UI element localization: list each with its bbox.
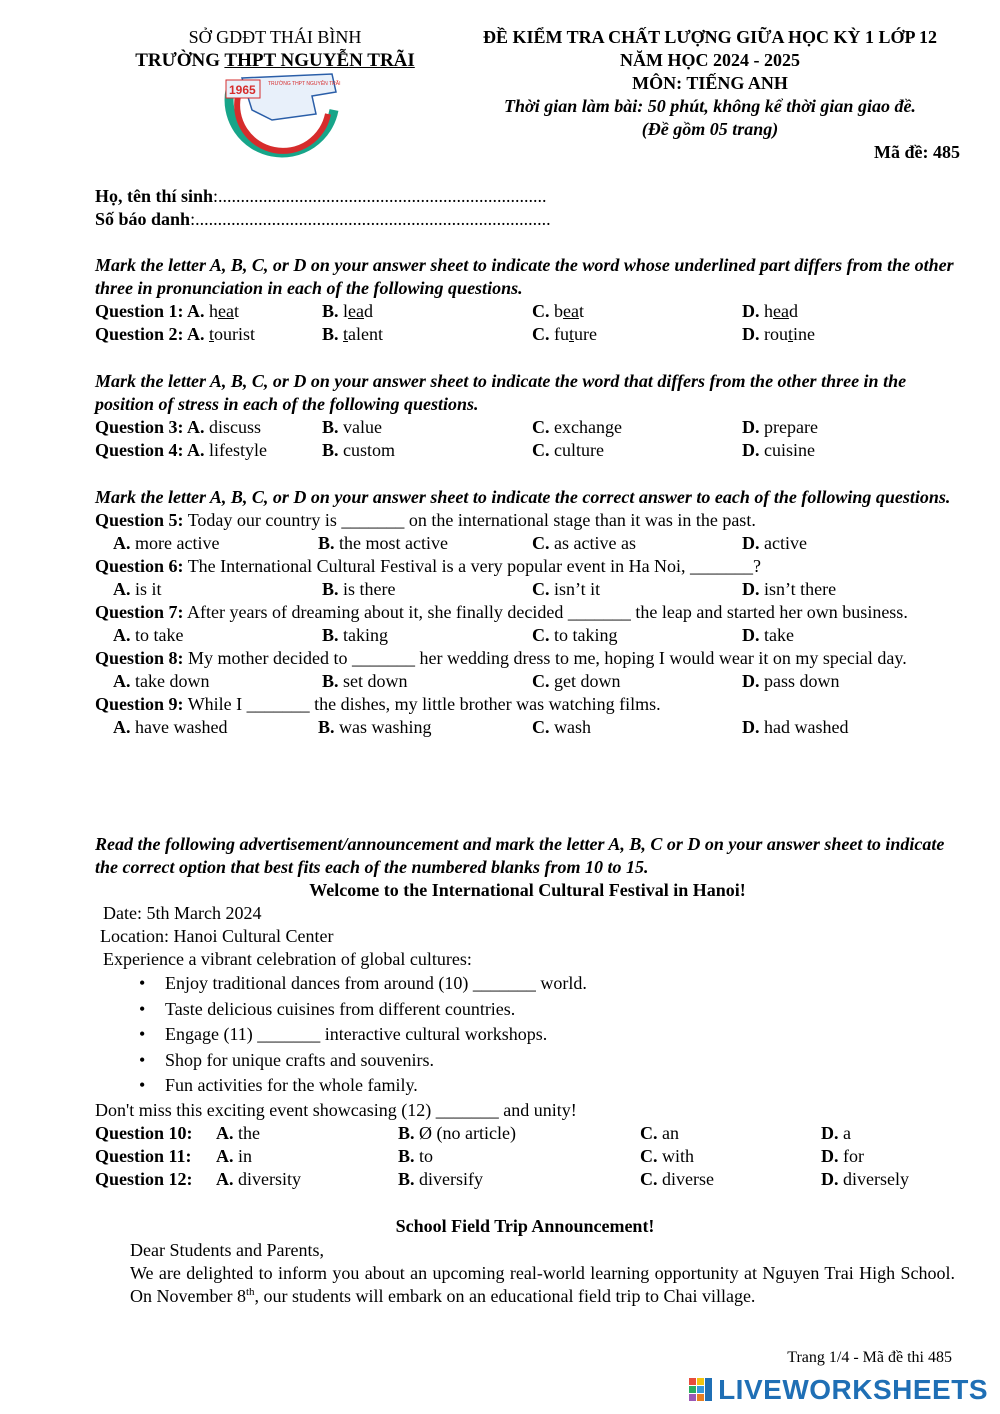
question-8-stem: Question 8: My mother decided to _______ her wedding dress to me, hoping I would wear it on my special day.	[95, 648, 907, 668]
option-b[interactable]: B. talent	[322, 324, 384, 344]
option-d[interactable]: D. for	[821, 1145, 864, 1166]
question-8-options	[95, 670, 960, 693]
question-5-stem: Question 5: Today our country is _______ on the international stage than it was in the past.	[95, 510, 756, 530]
option-c[interactable]: C. beat	[532, 301, 584, 321]
section-pronunciation	[95, 254, 960, 346]
option-a[interactable]: A. more active	[113, 533, 220, 553]
option-c[interactable]: C. diverse	[640, 1168, 714, 1189]
option-a[interactable]: A. in	[216, 1145, 253, 1166]
school-year: NĂM HỌC 2024 - 2025	[620, 50, 800, 70]
option-a[interactable]: A. the	[216, 1122, 260, 1143]
section-grammar	[95, 486, 960, 739]
option-c[interactable]: C. exchange	[532, 417, 622, 437]
question-6-options	[95, 578, 960, 601]
question-4: Question 4: A. lifestyle B. custom C. culture D. cuisine	[95, 440, 815, 460]
option-a[interactable]: A. have washed	[113, 717, 228, 737]
option-a[interactable]: A. to take	[113, 625, 184, 645]
question-5-options	[95, 532, 960, 555]
section-instruction: Mark the letter A, B, C, or D on your answer sheet to indicate the correct answer to each of the following questions.	[95, 487, 951, 507]
field-trip-announcement	[95, 1215, 955, 1308]
subject: MÔN: TIẾNG ANH	[632, 73, 788, 93]
section-stress	[95, 370, 960, 462]
option-b[interactable]: B. Ø (no article)	[398, 1122, 516, 1143]
option-a[interactable]: A. diversity	[216, 1168, 301, 1189]
list-item: • Shop for unique crafts and souvenirs.	[139, 1049, 434, 1070]
announcement-title: School Field Trip Announcement!	[395, 1216, 655, 1236]
option-d[interactable]: D. diversely	[821, 1168, 909, 1189]
option-d[interactable]: D. active	[742, 533, 807, 553]
option-d[interactable]: D. head	[742, 301, 798, 321]
option-b[interactable]: B. is there	[322, 579, 396, 599]
option-c[interactable]: C. as active as	[532, 533, 636, 553]
section-instruction: Read the following advertisement/announcement and mark the letter A, B, C or D on your answer sheet to indicate the correct option that best fits each of the numbered blanks from 10 to 15.	[95, 834, 945, 877]
logo-text: TRƯỜNG THPT NGUYỄN TRÃI	[268, 81, 341, 87]
liveworksheets-logo-icon	[688, 1376, 714, 1402]
liveworksheets-wordmark: LIVEWORKSHEETS	[718, 1373, 988, 1405]
question-1: Question 1: A. heat B. lead C. beat D. head	[95, 301, 798, 321]
option-c[interactable]: C. to taking	[532, 625, 618, 645]
section-instruction: Mark the letter A, B, C, or D on your answer sheet to indicate the word whose underlined part differs from the other three in pronunciation in each of the following questions.	[95, 255, 954, 298]
list-item: • Fun activities for the whole family.	[139, 1075, 418, 1095]
option-d[interactable]: D. prepare	[742, 417, 818, 437]
option-b[interactable]: B. custom	[322, 440, 396, 460]
header-right	[440, 26, 980, 141]
option-d[interactable]: D. cuisine	[742, 440, 815, 460]
ad-closing: Don't miss this exciting event showcasing (12) _______ and unity!	[95, 1099, 577, 1120]
ad-bullet-list	[95, 971, 960, 1099]
option-b[interactable]: B. lead	[322, 301, 374, 321]
question-6-stem: Question 6: The International Cultural Festival is a very popular event in Ha Noi, _______?	[95, 556, 762, 576]
list-item: • Taste delicious cuisines from different countries.	[139, 998, 516, 1019]
option-c[interactable]: C. future	[532, 324, 597, 344]
advertisement-title: Welcome to the International Cultural Festival in Hanoi!	[309, 880, 746, 900]
option-a[interactable]: A. take down	[113, 671, 210, 691]
exam-time: Thời gian làm bài: 50 phút, không kể thời gian giao đề.	[504, 96, 916, 116]
candidate-name-field[interactable]: Họ, tên thí sinh:.........................................................................	[95, 186, 547, 206]
option-d[interactable]: D. take	[742, 625, 794, 645]
option-d[interactable]: D. routine	[742, 324, 816, 344]
option-b[interactable]: B. to	[398, 1145, 434, 1166]
question-12: Question 12: A. diversity B. diversify C. diverse D. diversely	[95, 1168, 909, 1189]
announcement-greeting: Dear Students and Parents,	[130, 1240, 324, 1260]
option-c[interactable]: C. get down	[532, 671, 621, 691]
question-7-stem: Question 7: After years of dreaming about it, she finally decided _______ the leap and started her own business.	[95, 602, 908, 622]
option-d[interactable]: D. pass down	[742, 671, 840, 691]
page-count: (Đề gồm 05 trang)	[641, 119, 779, 139]
section-instruction: Mark the letter A, B, C, or D on your answer sheet to indicate the word that differs from the other three in the position of stress in each of the following questions.	[95, 371, 907, 414]
option-c[interactable]: C. an	[640, 1122, 679, 1143]
option-b[interactable]: B. value	[322, 417, 382, 437]
page-footer: Trang 1/4 - Mã đề thi 485	[787, 1349, 952, 1366]
question-7-options	[95, 624, 960, 647]
option-b[interactable]: B. taking	[322, 625, 389, 645]
school-name: TRƯỜNG THPT NGUYỄN TRÃI	[135, 50, 415, 71]
option-c[interactable]: C. isn’t it	[532, 579, 601, 599]
question-10: Question 10: A. the B. Ø (no article) C. an D. a	[95, 1122, 851, 1143]
option-c[interactable]: C. with	[640, 1145, 695, 1166]
section-reading	[95, 833, 960, 1191]
option-d[interactable]: D. isn’t there	[742, 579, 837, 599]
exam-title: ĐỀ KIỂM TRA CHẤT LƯỢNG GIỮA HỌC KỲ 1 LỚP 12	[482, 27, 938, 47]
ad-intro: Experience a vibrant celebration of global cultures:	[103, 949, 472, 969]
header-left	[90, 26, 460, 72]
option-c[interactable]: C. culture	[532, 440, 604, 460]
option-d[interactable]: D. had washed	[742, 717, 849, 737]
logo-year: 1965	[229, 83, 256, 97]
question-2: Question 2: A. tourist B. talent C. future D. routine	[95, 324, 816, 344]
ad-location: Location: Hanoi Cultural Center	[100, 926, 334, 946]
exam-code: Mã đề: 485	[874, 142, 960, 162]
question-9-stem: Question 9: While I _______ the dishes, my little brother was watching films.	[95, 694, 661, 714]
option-b[interactable]: B. set down	[322, 671, 408, 691]
question-3: Question 3: A. discuss B. value C. exchange D. prepare	[95, 417, 818, 437]
ad-date: Date: 5th March 2024	[103, 903, 262, 923]
list-item: • Engage (11) _______ interactive cultural workshops.	[139, 1024, 548, 1044]
announcement-body: We are delighted to inform you about an upcoming real-world learning opportunity at Nguyen Trai High School. On November 8th, our students will embark on an educational field trip to Chai village.	[130, 1263, 955, 1306]
question-9-options	[95, 716, 960, 739]
candidate-id-field[interactable]: Số báo danh:...............................................................................	[95, 209, 551, 229]
option-b[interactable]: B. the most active	[318, 533, 448, 553]
option-b[interactable]: B. diversify	[398, 1168, 483, 1189]
liveworksheets-brand[interactable]	[688, 1373, 988, 1405]
option-d[interactable]: D. a	[821, 1122, 851, 1143]
list-item: • Enjoy traditional dances from around (10) _______ world.	[139, 973, 587, 993]
department-name: SỞ GDĐT THÁI BÌNH	[188, 27, 362, 47]
question-11: Question 11: A. in B. to C. with D. for	[95, 1145, 864, 1166]
option-b[interactable]: B. was washing	[318, 717, 432, 737]
school-logo-icon	[212, 70, 352, 166]
candidate-info	[95, 185, 551, 231]
option-a[interactable]: A. is it	[113, 579, 162, 599]
option-c[interactable]: C. wash	[532, 717, 591, 737]
